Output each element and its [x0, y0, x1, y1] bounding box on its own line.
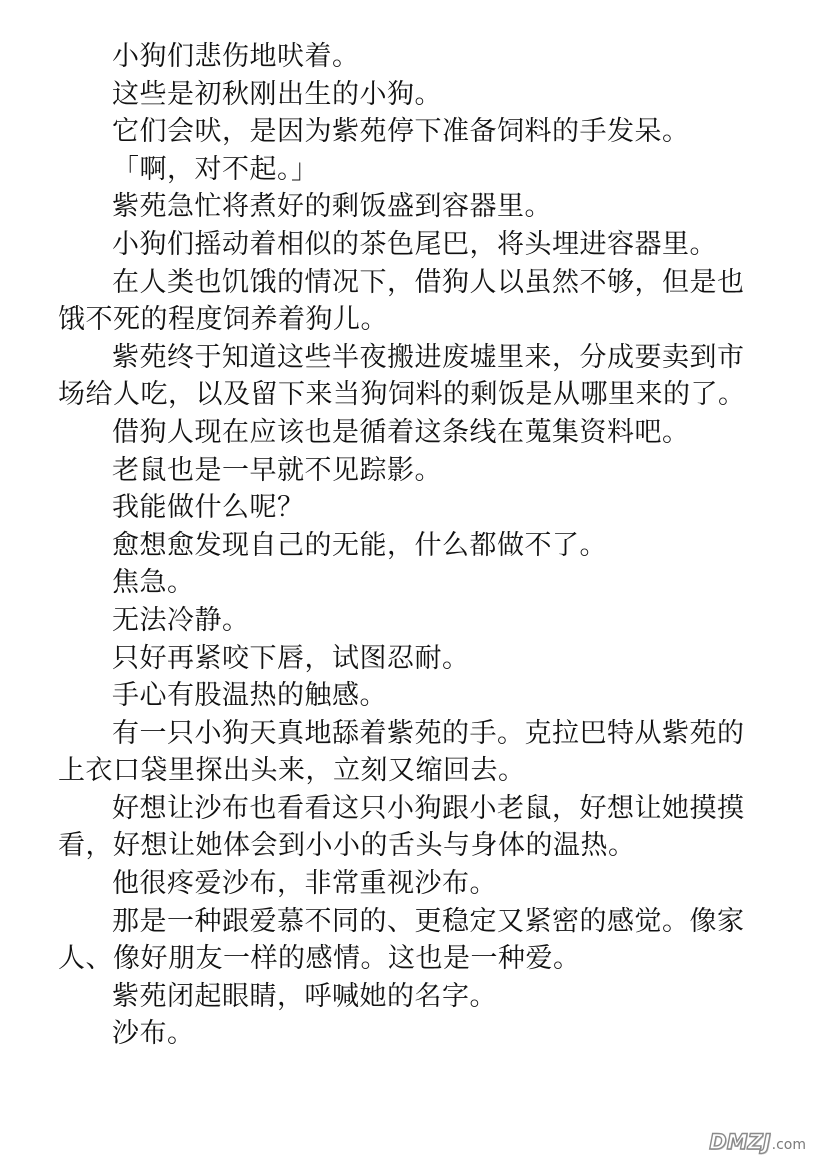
paragraph-15: 只好再紧咬下唇，试图忍耐。 — [112, 642, 470, 674]
paragraph-18: 好想让沙布也看看这只小狗跟小老鼠，好想让她摸摸看，好想让她体会到小小的舌头与身体的温热。 — [58, 792, 745, 862]
paragraph-3: 它们会吠，是因为紫苑停下准备饲料的手发呆。 — [112, 116, 690, 148]
paragraph-6: 小狗们摇动着相似的茶色尾巴，将头埋进容器里。 — [112, 228, 717, 260]
paragraph-4: 「啊，对不起。」 — [112, 153, 319, 185]
paragraph-20: 那是一种跟爱慕不同的、更稳定又紧密的感觉。像家人、像好朋友一样的感情。这也是一种爱。 — [58, 905, 745, 975]
paragraph-11: 我能做什么呢？ — [112, 492, 305, 524]
paragraph-22: 沙布。 — [112, 1018, 195, 1050]
paragraph-8: 紫苑终于知道这些半夜搬进废墟里来，分成要卖到市场给人吃，以及留下来当狗饲料的剩饭是从哪里来的了。 — [58, 341, 746, 411]
paragraph-12: 愈想愈发现自己的无能，什么都做不了。 — [112, 529, 607, 561]
paragraph-14: 无法冷静。 — [112, 604, 250, 636]
paragraph-5: 紫苑急忙将煮好的剩饭盛到容器里。 — [112, 191, 552, 223]
paragraph-17: 有一只小狗天真地舔着紫苑的手。克拉巴特从紫苑的上衣口袋里探出头来，立刻又缩回去。 — [58, 717, 745, 787]
paragraph-19: 他很疼爱沙布，非常重视沙布。 — [112, 868, 497, 900]
paragraph-7: 在人类也饥饿的情况下，借狗人以虽然不够，但是也饿不死的程度饲养着狗儿。 — [58, 266, 745, 336]
paragraph-2: 这些是初秋刚出生的小狗。 — [112, 78, 442, 110]
paragraph-16: 手心有股温热的触感。 — [112, 680, 387, 712]
watermark-text: DMZJ — [709, 1130, 771, 1154]
paragraph-10: 老鼠也是一早就不见踪影。 — [112, 454, 442, 486]
document-page — [58, 38, 758, 1053]
watermark-logo — [709, 1129, 806, 1155]
paragraph-9: 借狗人现在应该也是循着这条线在蒐集资料吧。 — [112, 416, 690, 448]
paragraph-21: 紫苑闭起眼睛，呼喊她的名字。 — [112, 980, 497, 1012]
watermark-suffix: .com — [771, 1137, 806, 1153]
paragraph-1: 小狗们悲伤地吠着。 — [112, 41, 360, 72]
paragraph-13: 焦急。 — [112, 567, 195, 599]
